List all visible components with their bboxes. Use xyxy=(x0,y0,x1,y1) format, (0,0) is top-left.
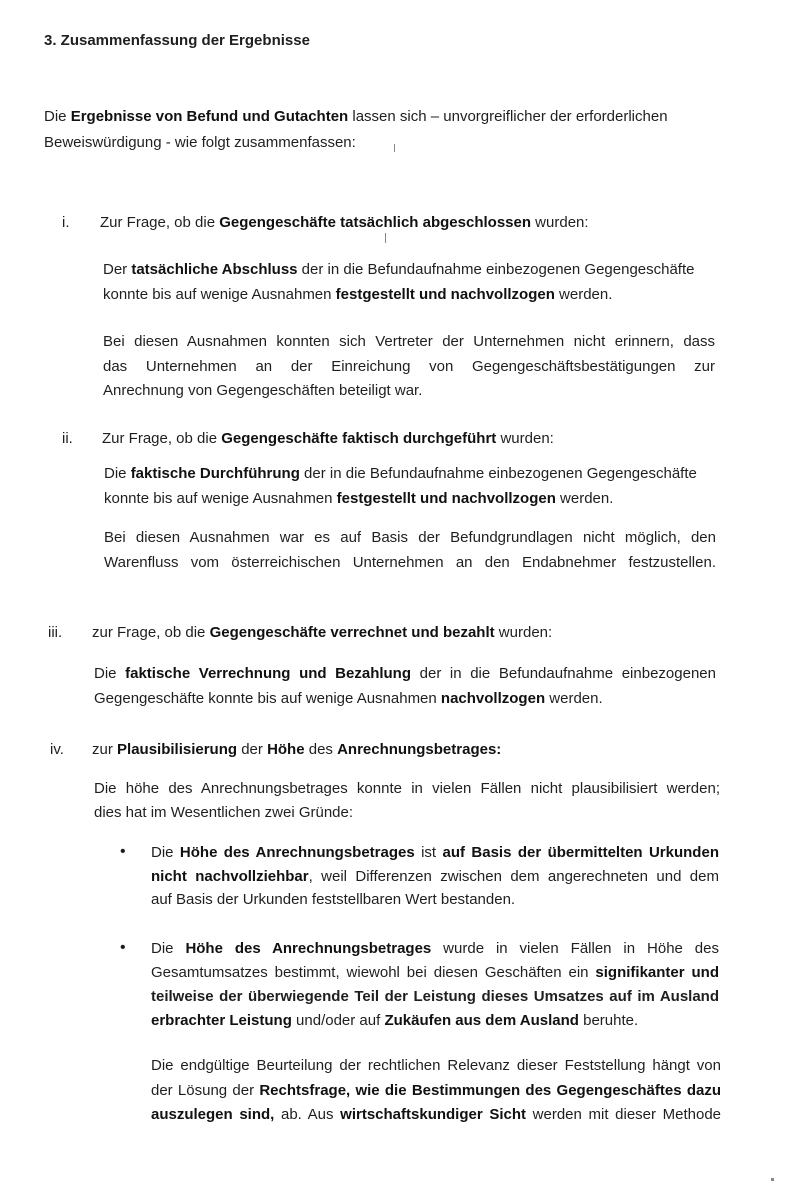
bullet-2: • xyxy=(120,939,126,956)
sec2-p1-line-1: Die faktische Durchführung der in die Befundaufnahme einbezogenen Gegengeschäfte xyxy=(104,465,697,482)
sec4-p2-line-3: auszulegen sind, ab. Aus wirtschaftskundiger Sicht werden mit dieser Methode xyxy=(151,1106,722,1123)
question-iii: zur Frage, ob die Gegengeschäfte verrechnet und bezahlt wurden: xyxy=(92,624,553,641)
section-heading: 3. Zusammenfassung der Ergebnisse xyxy=(44,32,310,49)
item-marker-iii: iii. xyxy=(48,624,63,641)
question-iv: zur Plausibilisierung der Höhe des Anrechnungsbetrages: xyxy=(92,741,502,758)
bullet-2-line-1: Die Höhe des Anrechnungsbetrages wurde in vielen Fällen in Höhe des xyxy=(151,940,719,957)
sec2-p2-line-2: Warenfluss vom österreichischen Unternehmen an den Endabnehmer festzustellen. xyxy=(104,554,716,571)
sec3-p1-line-2: Gegengeschäfte konnte bis auf wenige Ausnahmen nachvollzogen werden. xyxy=(94,690,603,707)
item-marker-i: i. xyxy=(62,214,70,231)
bullet-1-line-1: Die Höhe des Anrechnungsbetrages ist auf Basis der übermittelten Urkunden xyxy=(151,844,719,861)
sec1-p2-line-3: Anrechnung von Gegengeschäften beteiligt war. xyxy=(103,382,423,399)
sec4-p2-line-1: Die endgültige Beurteilung der rechtlichen Relevanz dieser Feststellung hängt von xyxy=(151,1057,721,1074)
sec2-p2-line-1: Bei diesen Ausnahmen war es auf Basis der Befundgrundlagen nicht möglich, den xyxy=(104,529,716,546)
bullet-2-line-3: teilweise der überwiegende Teil der Leistung dieses Umsatzes auf im Ausland xyxy=(151,988,719,1005)
item-marker-iv: iv. xyxy=(50,741,64,758)
question-ii: Zur Frage, ob die Gegengeschäfte faktisch durchgeführt wurden: xyxy=(102,430,554,447)
sec4-p2-line-2: der Lösung der Rechtsfrage, wie die Bestimmungen des Gegengeschäftes dazu xyxy=(151,1082,721,1099)
bullet-1-line-3: auf Basis der Urkunden feststellbaren Wert bestanden. xyxy=(151,891,516,908)
bullet-2-line-2: Gesamtumsatzes bestimmt, wiewohl bei diesen Geschäften ein signifikanter und xyxy=(151,964,719,981)
sec1-p2-line-2: das Unternehmen an der Einreichung von Gegengeschäftsbestätigungen zur xyxy=(103,358,715,375)
bullet-1-line-2: nicht nachvollziehbar, weil Differenzen zwischen dem angerechneten und dem xyxy=(151,868,719,885)
sec1-p1-line-1: Der tatsächliche Abschluss der in die Befundaufnahme einbezogenen Gegengeschäfte xyxy=(103,261,695,278)
scan-speck xyxy=(771,1178,774,1181)
intro-line-2: Beweiswürdigung - wie folgt zusammenfassen: xyxy=(44,134,356,151)
sec1-p2-line-1: Bei diesen Ausnahmen konnten sich Vertreter der Unternehmen nicht erinnern, dass xyxy=(103,333,715,350)
bullet-1: • xyxy=(120,843,126,860)
item-marker-ii: ii. xyxy=(62,430,73,447)
sec4-p1-line-1: Die höhe des Anrechnungsbetrages konnte in vielen Fällen nicht plausibilisiert werden; xyxy=(94,780,720,797)
bullet-2-line-4: erbrachter Leistung und/oder auf Zukäufen aus dem Ausland beruhte. xyxy=(151,1012,639,1029)
question-i: Zur Frage, ob die Gegengeschäfte tatsächlich abgeschlossen wurden: xyxy=(100,214,589,231)
scan-speck xyxy=(385,233,386,243)
scan-speck xyxy=(394,144,395,152)
intro-line-1: Die Ergebnisse von Befund und Gutachten lassen sich – unvorgreiflicher der erforderlichen xyxy=(44,108,668,125)
sec2-p1-line-2: konnte bis auf wenige Ausnahmen festgestellt und nachvollzogen werden. xyxy=(104,490,614,507)
sec1-p1-line-2: konnte bis auf wenige Ausnahmen festgestellt und nachvollzogen werden. xyxy=(103,286,613,303)
sec4-p1-line-2: dies hat im Wesentlichen zwei Gründe: xyxy=(94,804,354,821)
sec3-p1-line-1: Die faktische Verrechnung und Bezahlung der in die Befundaufnahme einbezogenen xyxy=(94,665,716,682)
